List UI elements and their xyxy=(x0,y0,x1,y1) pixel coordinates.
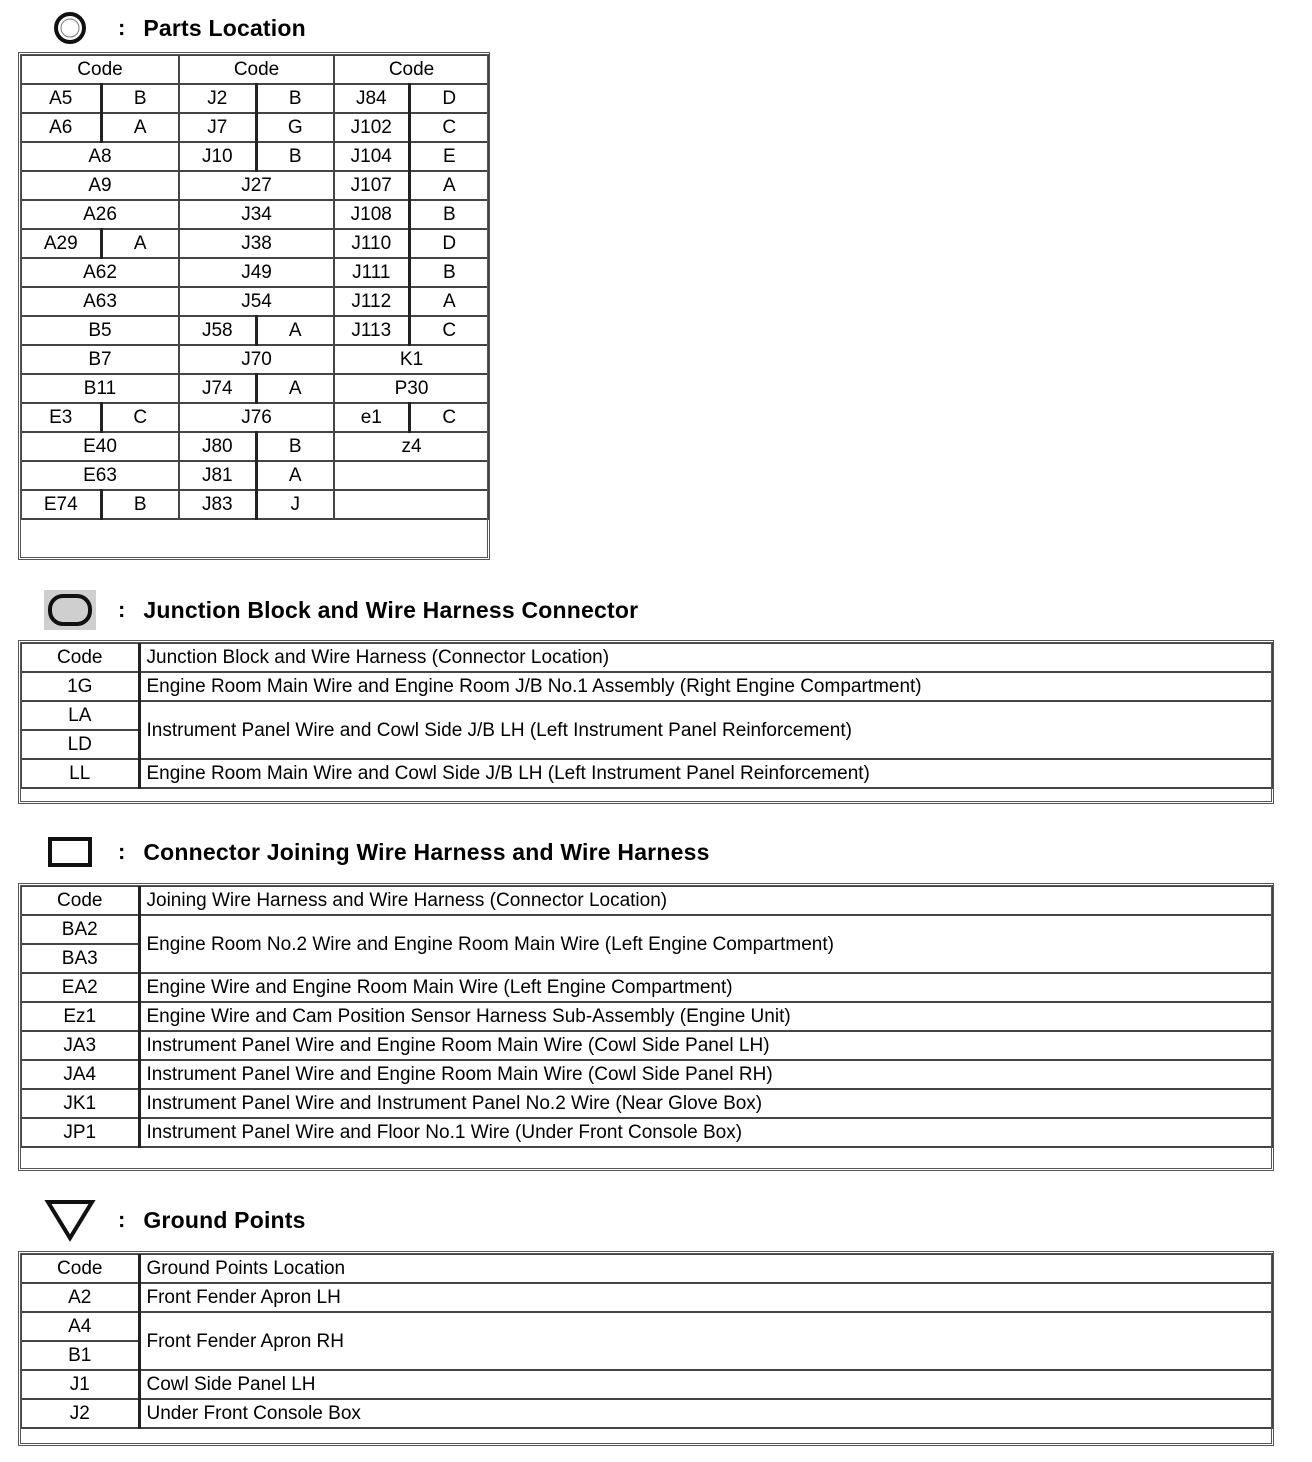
part-code: J84 xyxy=(334,84,409,113)
connector-code: J2 xyxy=(21,1399,139,1428)
part-location-letter: E xyxy=(409,142,489,171)
location-column-header: Junction Block and Wire Harness (Connector Location) xyxy=(139,643,1273,672)
parts-location-table xyxy=(20,54,490,520)
table-header-row xyxy=(21,1254,1273,1283)
table-row xyxy=(21,1002,1273,1031)
table-row xyxy=(21,490,489,519)
shaded-oval-icon xyxy=(40,588,100,632)
empty-cell xyxy=(334,461,489,490)
part-code: A26 xyxy=(21,200,179,229)
part-code: J2 xyxy=(179,84,256,113)
table-row xyxy=(21,113,489,142)
part-code: B5 xyxy=(21,316,179,345)
part-code: E74 xyxy=(21,490,101,519)
part-code: A62 xyxy=(21,258,179,287)
table-row xyxy=(21,84,489,113)
part-location-letter: C xyxy=(409,113,489,142)
location-description: Instrument Panel Wire and Engine Room Main Wire (Cowl Side Panel RH) xyxy=(139,1060,1273,1089)
connector-code: 1G xyxy=(21,672,139,701)
part-code: J111 xyxy=(334,258,409,287)
table-row xyxy=(21,171,489,200)
part-code: E3 xyxy=(21,403,101,432)
part-location-letter: A xyxy=(256,461,334,490)
location-description: Engine Wire and Engine Room Main Wire (Left Engine Compartment) xyxy=(139,973,1273,1002)
connector-code: B1 xyxy=(21,1341,139,1370)
table-row xyxy=(21,1089,1273,1118)
part-location-letter: C xyxy=(409,403,489,432)
circle-icon xyxy=(40,6,100,50)
part-code: J38 xyxy=(179,229,334,258)
part-location-letter: B xyxy=(409,200,489,229)
heading-colon: : xyxy=(118,15,126,40)
part-code: e1 xyxy=(334,403,409,432)
part-location-letter: D xyxy=(409,84,489,113)
part-location-letter: J xyxy=(256,490,334,519)
part-location-letter: G xyxy=(256,113,334,142)
location-description: Instrument Panel Wire and Floor No.1 Wire (Under Front Console Box) xyxy=(139,1118,1273,1147)
part-code: J80 xyxy=(179,432,256,461)
table-row xyxy=(21,1399,1273,1428)
part-location-letter: A xyxy=(101,229,179,258)
location-description: Engine Room No.2 Wire and Engine Room Main Wire (Left Engine Compartment) xyxy=(139,915,1273,973)
part-location-letter: B xyxy=(101,490,179,519)
part-code: J70 xyxy=(179,345,334,374)
part-code: J27 xyxy=(179,171,334,200)
part-code: J76 xyxy=(179,403,334,432)
part-code: A8 xyxy=(21,142,179,171)
part-code: z4 xyxy=(334,432,489,461)
table-header-row xyxy=(21,886,1273,915)
ground-points-table xyxy=(20,1253,1274,1429)
heading-colon: : xyxy=(118,839,126,864)
part-location-letter: B xyxy=(256,142,334,171)
part-code: A63 xyxy=(21,287,179,316)
table-row xyxy=(21,432,489,461)
part-location-letter: A xyxy=(256,374,334,403)
connector-code: A4 xyxy=(21,1312,139,1341)
part-code: P30 xyxy=(334,374,489,403)
table-row xyxy=(21,461,489,490)
part-code: E63 xyxy=(21,461,179,490)
table-row xyxy=(21,915,1273,944)
part-code: J104 xyxy=(334,142,409,171)
table-row xyxy=(21,759,1273,788)
table-row xyxy=(21,200,489,229)
junction-block-table xyxy=(20,642,1274,789)
part-code: A6 xyxy=(21,113,101,142)
table-row xyxy=(21,1370,1273,1399)
part-location-letter: B xyxy=(256,432,334,461)
table-row xyxy=(21,374,489,403)
connector-code: LL xyxy=(21,759,139,788)
part-code: B7 xyxy=(21,345,179,374)
table-header-row xyxy=(21,55,489,84)
table-row xyxy=(21,1118,1273,1147)
connector-code: LA xyxy=(21,701,139,730)
location-description: Front Fender Apron LH xyxy=(139,1283,1273,1312)
part-code: J34 xyxy=(179,200,334,229)
parts-location-heading xyxy=(40,6,306,50)
part-location-letter: C xyxy=(101,403,179,432)
ground-points-heading xyxy=(40,1198,306,1242)
connector-code: Ez1 xyxy=(21,1002,139,1031)
part-code: E40 xyxy=(21,432,179,461)
table-row xyxy=(21,1283,1273,1312)
part-code: J7 xyxy=(179,113,256,142)
part-code: J58 xyxy=(179,316,256,345)
location-description: Instrument Panel Wire and Cowl Side J/B LH (Left Instrument Panel Reinforcement) xyxy=(139,701,1273,759)
part-code: K1 xyxy=(334,345,489,374)
parts-location-title: Parts Location xyxy=(143,14,306,41)
part-code: B11 xyxy=(21,374,179,403)
table-row xyxy=(21,1031,1273,1060)
connector-code: BA3 xyxy=(21,944,139,973)
location-description: Instrument Panel Wire and Instrument Panel No.2 Wire (Near Glove Box) xyxy=(139,1089,1273,1118)
table-row xyxy=(21,229,489,258)
connector-code: A2 xyxy=(21,1283,139,1312)
part-code: J102 xyxy=(334,113,409,142)
part-location-letter: B xyxy=(256,84,334,113)
down-triangle-icon xyxy=(40,1198,100,1242)
part-location-letter: A xyxy=(409,287,489,316)
junction-block-title: Junction Block and Wire Harness Connector xyxy=(143,596,639,623)
part-code: J81 xyxy=(179,461,256,490)
code-column-header: Code xyxy=(21,643,139,672)
part-location-letter: A xyxy=(409,171,489,200)
part-code: A9 xyxy=(21,171,179,200)
table-row xyxy=(21,672,1273,701)
rectangle-icon xyxy=(40,830,100,874)
part-location-letter: C xyxy=(409,316,489,345)
part-location-letter: B xyxy=(101,84,179,113)
table-row xyxy=(21,142,489,171)
table-row xyxy=(21,973,1273,1002)
connector-code: JP1 xyxy=(21,1118,139,1147)
empty-cell xyxy=(334,490,489,519)
part-code: J74 xyxy=(179,374,256,403)
column-header: Code xyxy=(334,55,489,84)
table-row xyxy=(21,258,489,287)
table-row xyxy=(21,701,1273,730)
table-row xyxy=(21,316,489,345)
location-description: Engine Wire and Cam Position Sensor Harness Sub-Assembly (Engine Unit) xyxy=(139,1002,1273,1031)
code-column-header: Code xyxy=(21,1254,139,1283)
connector-code: LD xyxy=(21,730,139,759)
connector-joining-table xyxy=(20,885,1274,1148)
part-code: J108 xyxy=(334,200,409,229)
part-code: J113 xyxy=(334,316,409,345)
part-code: J107 xyxy=(334,171,409,200)
table-row xyxy=(21,345,489,374)
part-code: J83 xyxy=(179,490,256,519)
part-code: J49 xyxy=(179,258,334,287)
column-header: Code xyxy=(21,55,179,84)
part-code: J54 xyxy=(179,287,334,316)
location-description: Instrument Panel Wire and Engine Room Main Wire (Cowl Side Panel LH) xyxy=(139,1031,1273,1060)
connector-joining-heading xyxy=(40,830,710,874)
code-column-header: Code xyxy=(21,886,139,915)
part-location-letter: D xyxy=(409,229,489,258)
part-code: A29 xyxy=(21,229,101,258)
part-location-letter: A xyxy=(256,316,334,345)
heading-colon: : xyxy=(118,1207,126,1232)
connector-code: J1 xyxy=(21,1370,139,1399)
part-code: J110 xyxy=(334,229,409,258)
table-row xyxy=(21,403,489,432)
connector-joining-title: Connector Joining Wire Harness and Wire Harness xyxy=(143,838,710,865)
location-description: Under Front Console Box xyxy=(139,1399,1273,1428)
part-location-letter: B xyxy=(409,258,489,287)
table-row xyxy=(21,1060,1273,1089)
location-description: Engine Room Main Wire and Cowl Side J/B LH (Left Instrument Panel Reinforcement) xyxy=(139,759,1273,788)
table-row xyxy=(21,1312,1273,1341)
connector-code: BA2 xyxy=(21,915,139,944)
part-code: J112 xyxy=(334,287,409,316)
connector-code: JA3 xyxy=(21,1031,139,1060)
location-description: Engine Room Main Wire and Engine Room J/B No.1 Assembly (Right Engine Compartment) xyxy=(139,672,1273,701)
ground-points-title: Ground Points xyxy=(143,1206,306,1233)
part-location-letter: A xyxy=(101,113,179,142)
location-description: Front Fender Apron RH xyxy=(139,1312,1273,1370)
location-column-header: Ground Points Location xyxy=(139,1254,1273,1283)
column-header: Code xyxy=(179,55,334,84)
connector-code: JA4 xyxy=(21,1060,139,1089)
location-column-header: Joining Wire Harness and Wire Harness (Connector Location) xyxy=(139,886,1273,915)
table-header-row xyxy=(21,643,1273,672)
part-code: J10 xyxy=(179,142,256,171)
part-code: A5 xyxy=(21,84,101,113)
connector-code: JK1 xyxy=(21,1089,139,1118)
location-description: Cowl Side Panel LH xyxy=(139,1370,1273,1399)
table-row xyxy=(21,287,489,316)
heading-colon: : xyxy=(118,597,126,622)
connector-code: EA2 xyxy=(21,973,139,1002)
junction-block-heading xyxy=(40,588,638,632)
